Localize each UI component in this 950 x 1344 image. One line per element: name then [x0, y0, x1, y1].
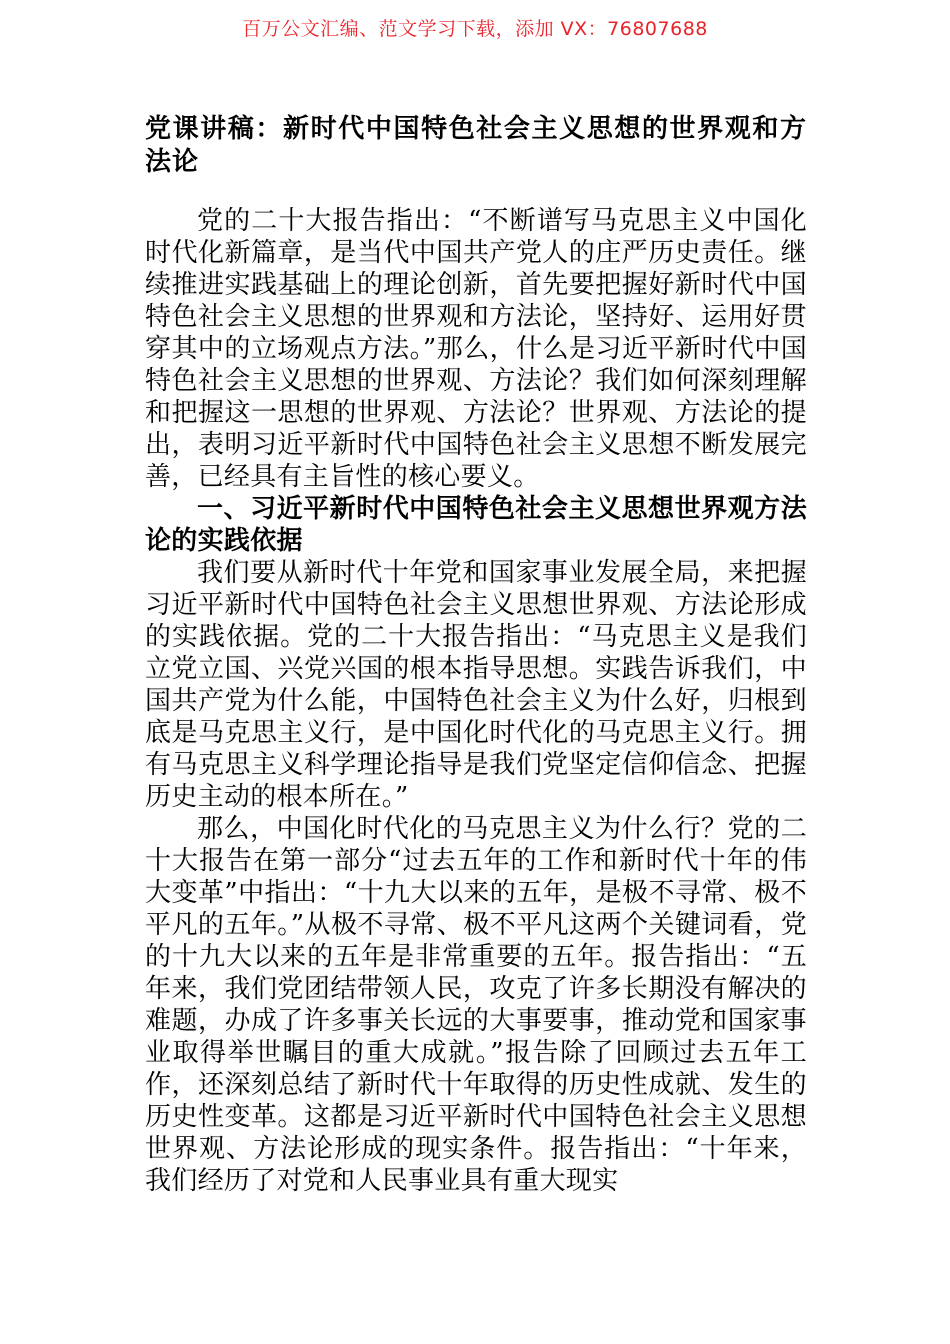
section-1-paragraph: 那么，中国化时代化的马克思主义为什么行？党的二十大报告在第一部分“过去五年的工作和新时代十年的伟大变革”中指出：“十九大以来的五年，是极不寻常、极不平凡的五年。”从极不寻常、极不平凡这两个关键词看，党的十九大以来的五年是非常重要的五年。报告指出：“五年来，我们党团结带领人民，攻克了许多长期没有解决的难题，办成了许多事关长远的大事要事，推动党和国家事业取得举世瞩目的重大成就。”报告除了回顾过去五年工作，还深刻总结了新时代十年取得的历史性成就、发生的历史性变革。这都是习近平新时代中国特色社会主义思想世界观、方法论形成的现实条件。报告指出：“十年来，我们经历了对党和人民事业具有重大现实	[145, 814, 807, 1196]
document-title: 党课讲稿：新时代中国特色社会主义思想的世界观和方法论	[145, 114, 807, 177]
intro-paragraph: 党的二十大报告指出：“不断谱写马克思主义中国化时代化新篇章，是当代中国共产党人的庄严历史责任。继续推进实践基础上的理论创新，首先要把握好新时代中国特色社会主义思想的世界观和方法论，坚持好、运用好贯穿其中的立场观点方法。”那么，什么是习近平新时代中国特色社会主义思想的世界观、方法论？我们如何深刻理解和把握这一思想的世界观、方法论？世界观、方法论的提出，表明习近平新时代中国特色社会主义思想不断发展完善，已经具有主旨性的核心要义。	[145, 206, 807, 492]
document-body	[145, 113, 807, 1197]
header-banner: 百万公文汇编、范文学习下载，添加 VX：76807688	[242, 18, 708, 40]
section-1-heading: 一、习近平新时代中国特色社会主义思想世界观方法论的实践依据	[145, 494, 807, 556]
section-1-paragraph: 我们要从新时代十年党和国家事业发展全局，来把握习近平新时代中国特色社会主义思想世界观、方法论形成的实践依据。党的二十大报告指出：“马克思主义是我们立党立国、兴党兴国的根本指导思想。实践告诉我们，中国共产党为什么能，中国特色社会主义为什么好，归根到底是马克思主义行，是中国化时代化的马克思主义行。拥有马克思主义科学理论指导是我们党坚定信仰信念、把握历史主动的根本所在。”	[145, 558, 807, 812]
